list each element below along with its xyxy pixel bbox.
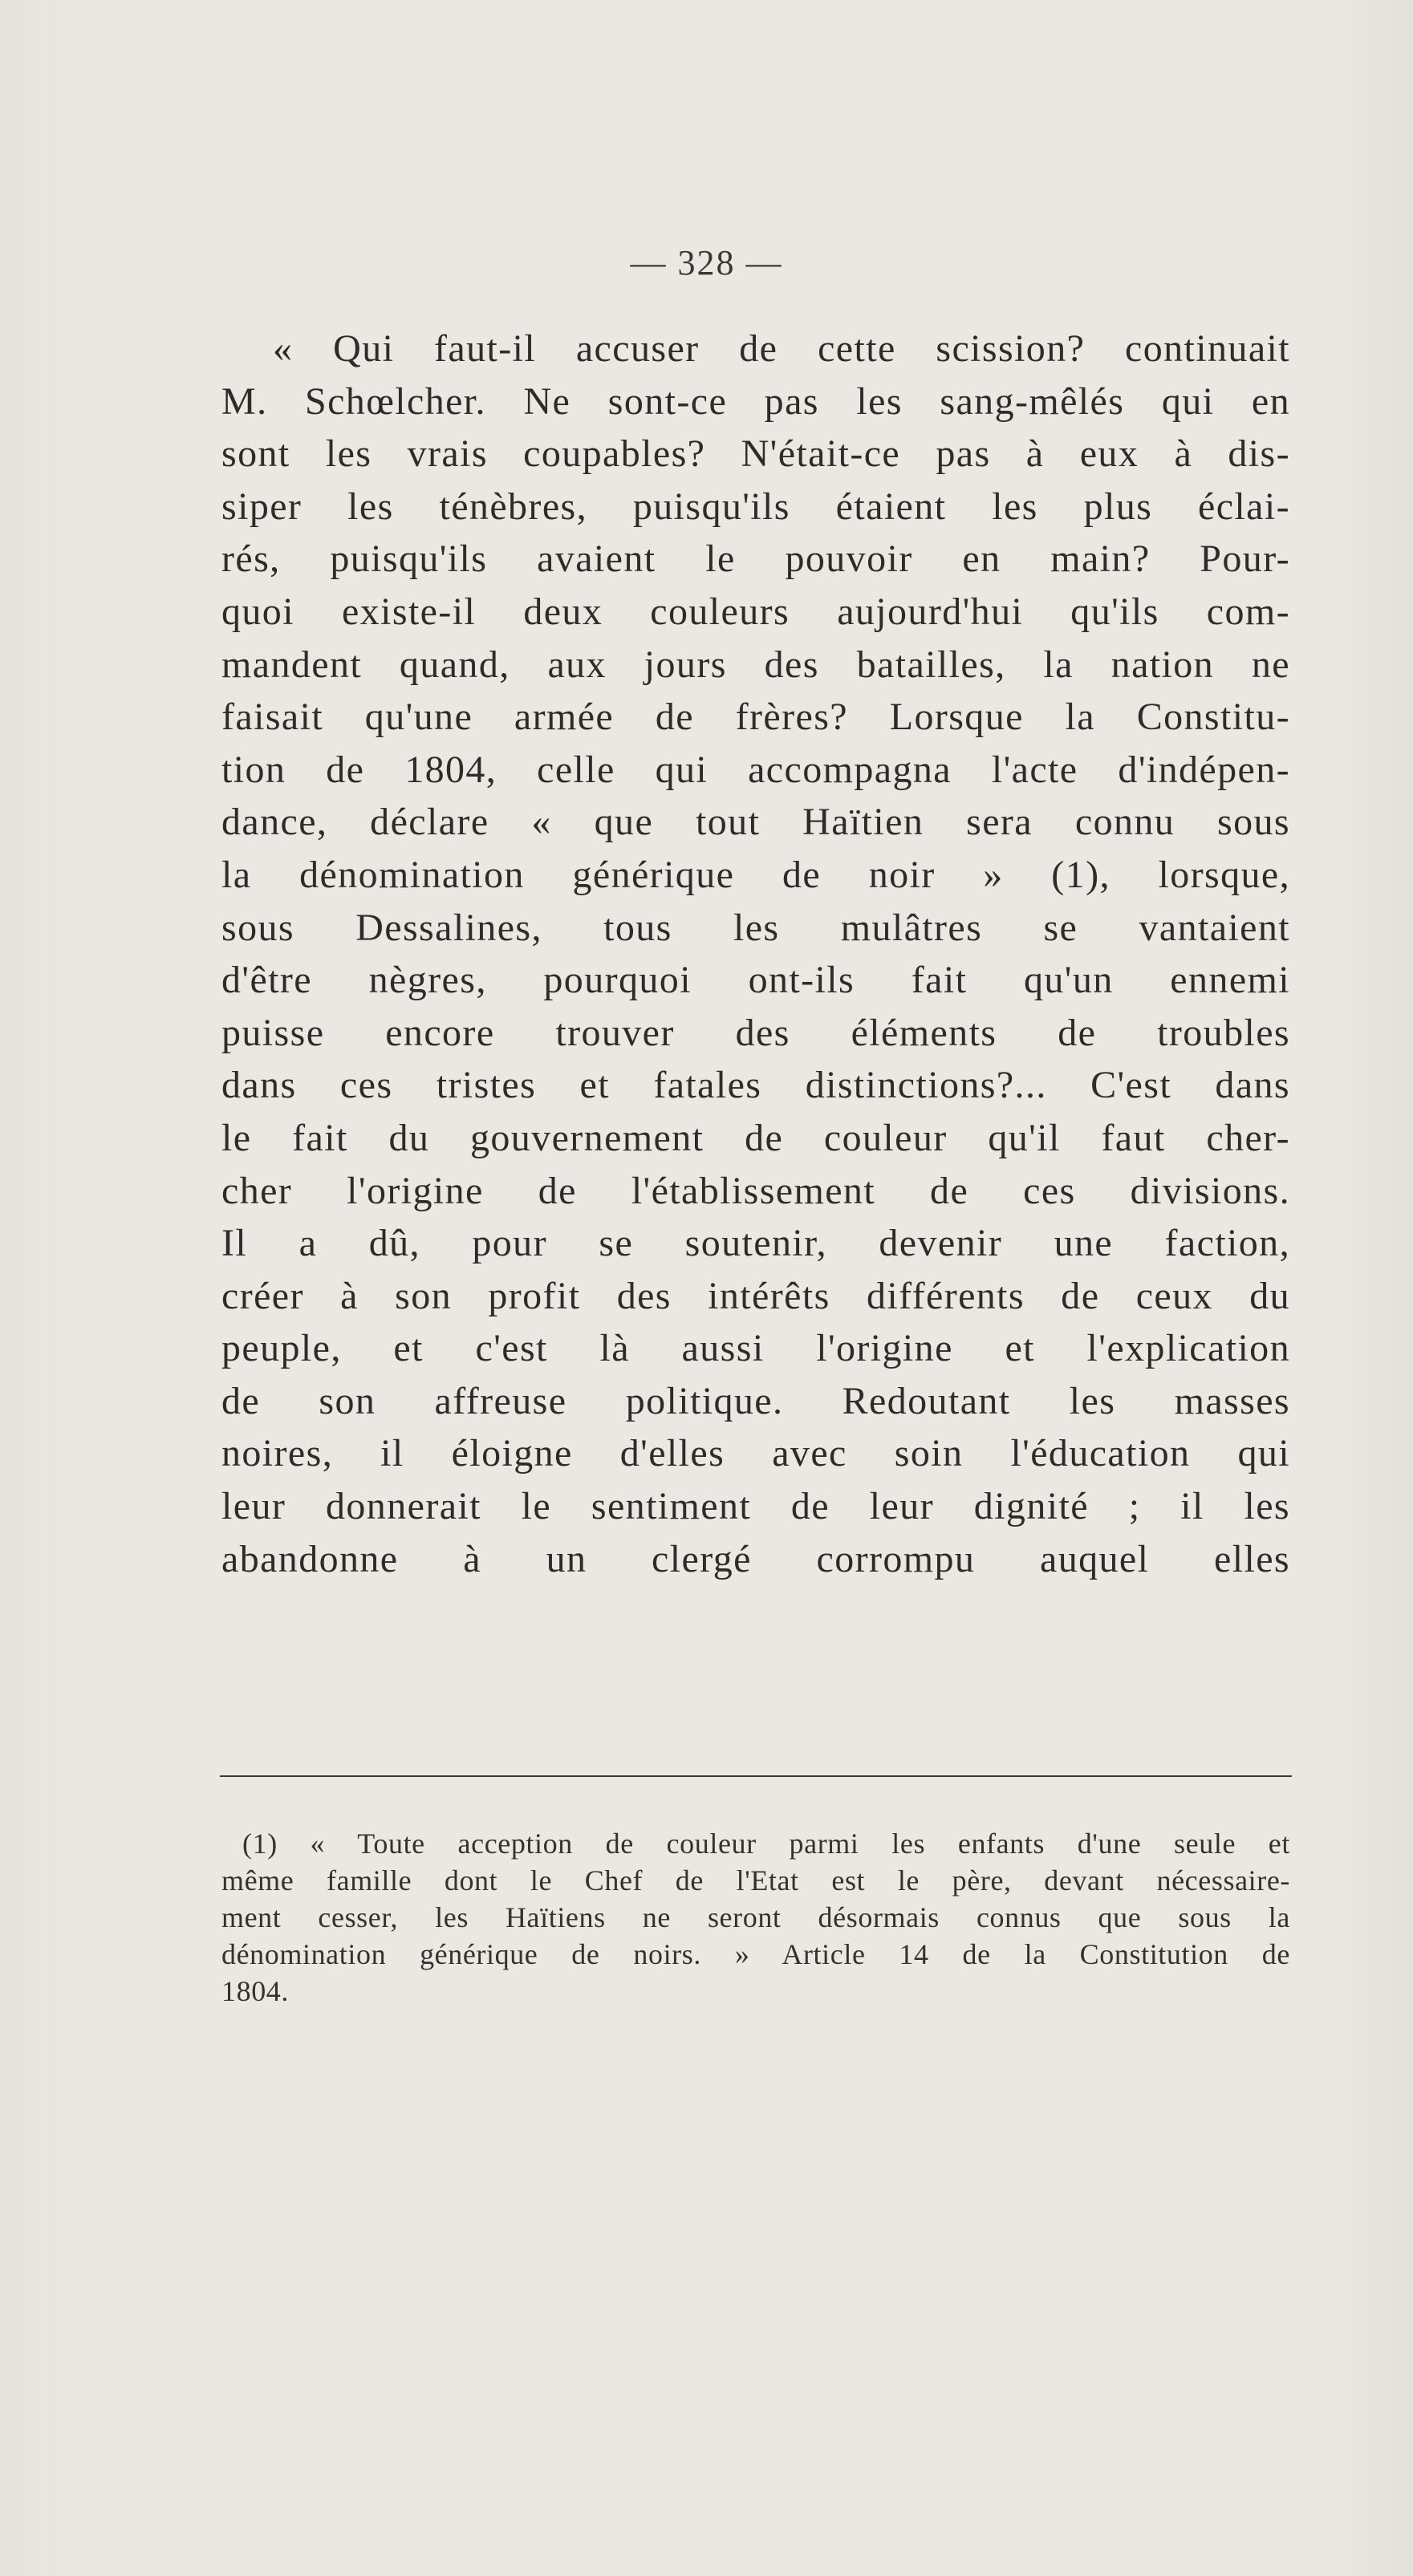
body-line: faisait qu'une armée de frères? Lorsque la Constitu-	[221, 696, 1290, 739]
body-line: abandonne à un clergé corrompu auquel elles	[221, 1537, 1290, 1580]
body-line: dans ces tristes et fatales distinctions?... C'est dans	[221, 1064, 1290, 1107]
body-line: sous Dessalines, tous les mulâtres se vantaient	[221, 906, 1290, 949]
footnote-line: même famille dont le Chef de l'Etat est le père, devant nécessaire-	[221, 1864, 1290, 1897]
body-line: cher l'origine de l'établissement de ces divisions.	[221, 1169, 1290, 1212]
body-line: la dénomination générique de noir » (1), lorsque,	[221, 853, 1290, 896]
body-line: puisse encore trouver des éléments de troubles	[221, 1011, 1290, 1054]
body-line: « Qui faut-il accuser de cette scission? continuait	[273, 327, 1290, 370]
footnote-line: 1804.	[221, 1975, 289, 2007]
body-line: leur donnerait le sentiment de leur dignité ; il les	[221, 1485, 1290, 1528]
body-line: siper les ténèbres, puisqu'ils étaient les plus éclai-	[221, 485, 1290, 528]
footnote-line: ment cesser, les Haïtiens ne seront désormais connus que sous la	[221, 1901, 1290, 1933]
body-line: peuple, et c'est là aussi l'origine et l'explication	[221, 1327, 1290, 1370]
body-text	[221, 323, 1290, 1585]
body-line: mandent quand, aux jours des batailles, la nation ne	[221, 643, 1290, 686]
body-line: M. Schœlcher. Ne sont-ce pas les sang-mêlés qui en	[221, 379, 1290, 423]
body-line: créer à son profit des intérêts différents de ceux du	[221, 1274, 1290, 1317]
body-line: tion de 1804, celle qui accompagna l'acte d'indépen-	[221, 748, 1290, 791]
page-number: — 328 —	[630, 243, 783, 282]
body-line: le fait du gouvernement de couleur qu'il faut cher-	[221, 1116, 1290, 1159]
footnote	[221, 1825, 1290, 2010]
body-line: dance, déclare « que tout Haïtien sera connu sous	[221, 801, 1290, 844]
body-line: d'être nègres, pourquoi ont-ils fait qu'un ennemi	[221, 959, 1290, 1002]
footnote-line: dénomination générique de noirs. » Article 14 de la Constitution de	[221, 1938, 1290, 1970]
body-line: sont les vrais coupables? N'était-ce pas à eux à dis-	[221, 432, 1290, 476]
body-line: de son affreuse politique. Redoutant les masses	[221, 1379, 1290, 1422]
body-line: rés, puisqu'ils avaient le pouvoir en main? Pour-	[221, 538, 1290, 581]
body-line: quoi existe-il deux couleurs aujourd'hui qu'ils com-	[221, 590, 1290, 633]
footnote-divider	[220, 1775, 1292, 1777]
body-line: noires, il éloigne d'elles avec soin l'éducation qui	[221, 1432, 1290, 1475]
body-line: Il a dû, pour se soutenir, devenir une faction,	[221, 1222, 1290, 1265]
footnote-line: (1) « Toute acception de couleur parmi les enfants d'une seule et	[242, 1828, 1290, 1860]
